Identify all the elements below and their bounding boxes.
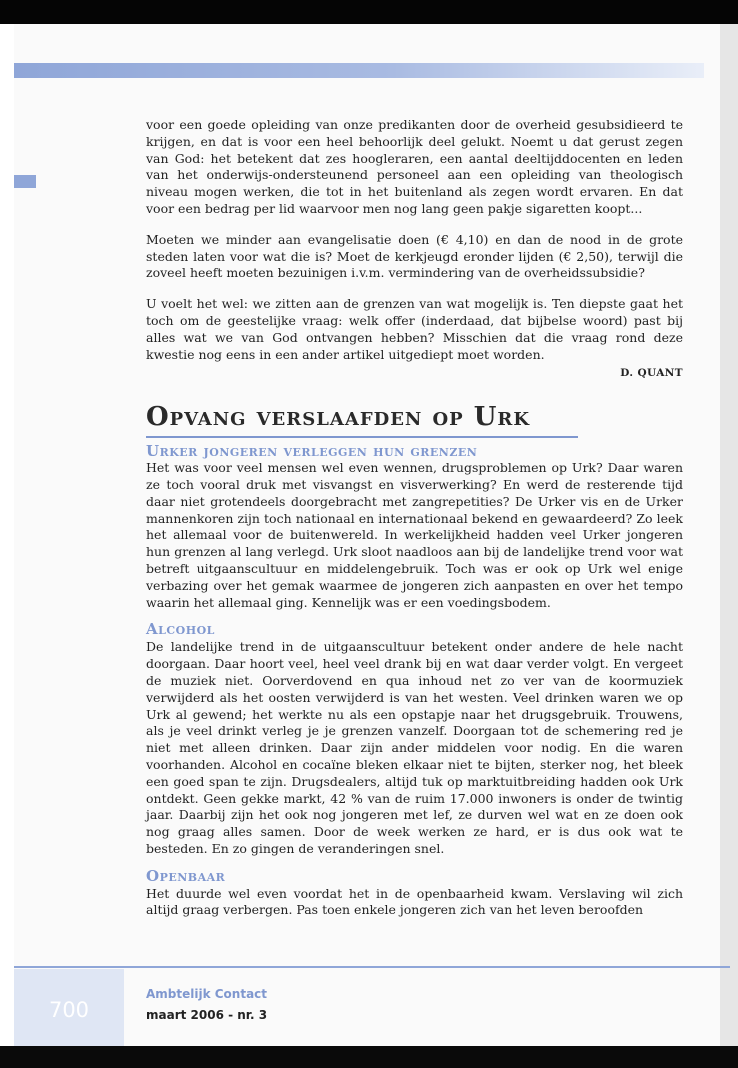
author-signature: D. QUANT xyxy=(620,367,683,380)
scan-bottom-border xyxy=(0,1046,738,1068)
scan-top-border xyxy=(0,0,738,24)
margin-tab xyxy=(14,175,36,188)
page-edge xyxy=(720,24,738,1046)
issue-info: maart 2006 - nr. 3 xyxy=(146,1008,268,1022)
page-number: 700 xyxy=(14,969,124,1046)
section-text-openbaar: Het duurde wel even voordat het in de openbaarheid kwam. Verslaving wil zich altijd graag verbergen. Pas toen enkele jongeren zich van het leven beroofden xyxy=(146,885,683,918)
article-intro-paragraph: Het was voor veel mensen wel even wennen, drugsproblemen op Urk? Daar waren ze toch vooral druk met visvangst en visverwerking? En werd de resterende tijd daar niet grotendeels doorgebracht met zangrepetities? De Urker vis en de Urker mannenkoren zijn toch nationaal en internationaal bekend en gewaardeerd? Zo leek het allemaal voor de buitenwereld. In werkelijkheid hadden veel Urker jongeren hun grenzen al lang verlegd. Urk sloot naadloos aan bij de landelijke trend voor wat betreft uitgaanscultuur en middelengebruik. Toch was er ook op Urk wel enige verbazing over het gemak waarmee de jongeren zich aanpasten en over het tempo waarin het allemaal ging. Kennelijk was er een voedingsbodem. xyxy=(146,460,683,610)
content xyxy=(146,117,683,927)
footer-divider xyxy=(14,966,730,968)
footer xyxy=(146,985,267,1024)
section-text-alcohol: De landelijke trend in de uitgaanscultuur betekent onder andere de hele nacht doorgaan. Daar hoort veel, heel veel drank bij en wat daar verder volgt. En vergeet de muziek niet. Oorverdovend en qua inhoud net zo ver van de koormuziek verwijderd als het oosten verwijderd is van het westen. Veel drinken waren we op Urk al gewend; het werkte nu als een opstapje naar het drugsgebruik. Trouwens, als je veel drinkt verleg je je grenzen vanzelf. Doorgaan tot de schemering red je niet met alleen drinken. Daar zijn ander middelen voor nodig. En die waren voorhanden. Alcohol en cocaïne bleken elkaar niet te bijten, sterker nog, het bleek een goed span te zijn. Drugsdealers, altijd tuk op marktuitbreiding hadden ook Urk ontdekt. Geen gekke markt, 42 % van de ruim 17.000 inwoners is onder de twintig jaar. Daarbij zijn het ook nog jongeren met lef, ze durven wel wat en ze doen ook nog graag alles samen. Door de week werken ze hard, er is dus ook wat te besteden. En zo gingen de veranderingen snel. xyxy=(146,639,683,856)
intro-paragraph: U voelt het wel: we zitten aan de grenzen van wat mogelijk is. Ten diepste gaat het toch om de geestelijke vraag: welk offer (inderdaad, dat bijbelse woord) past bij alles wat we van God ontvangen hebben? Misschien dat die vraag rond deze kwestie nog eens in een ander artikel uitgediept moet worden. xyxy=(146,296,683,362)
section-heading-openbaar: Openbaar xyxy=(146,866,226,885)
section-heading-alcohol: Alcohol xyxy=(146,620,215,639)
intro-paragraph: Moeten we minder aan evangelisatie doen (€ 4,10) en dan de nood in de grote steden laten voor wat die is? Moet de kerkjeugd eronder lijden (€ 2,50), terwijl die zoveel heeft moeten bezuinigen i.v.m. vermindering van de overheidssubsidie? xyxy=(146,231,683,281)
publication-name: Ambtelijk Contact xyxy=(146,987,268,1001)
article-subtitle: Urker jongeren verleggen hun grenzen xyxy=(146,442,478,461)
article-title: Opvang verslaafden op Urk xyxy=(146,400,578,438)
header-bar xyxy=(14,63,704,78)
intro-paragraph: voor een goede opleiding van onze predikanten door de overheid gesubsidieerd te krijgen, en dat is voor een heel behoorlijk deel gelukt. Noemt u dat gerust zegen van God: het betekent dat zes hoogleraren, een aantal deeltijddocenten en leden van het onderwijs-ondersteunend personeel aan een opleiding van theologisch niveau mogen werken, die tot in het buitenland als zegen wordt ervaren. En dat voor een bedrag per lid waarvoor men nog lang geen pakje sigaretten koopt... xyxy=(146,117,683,216)
